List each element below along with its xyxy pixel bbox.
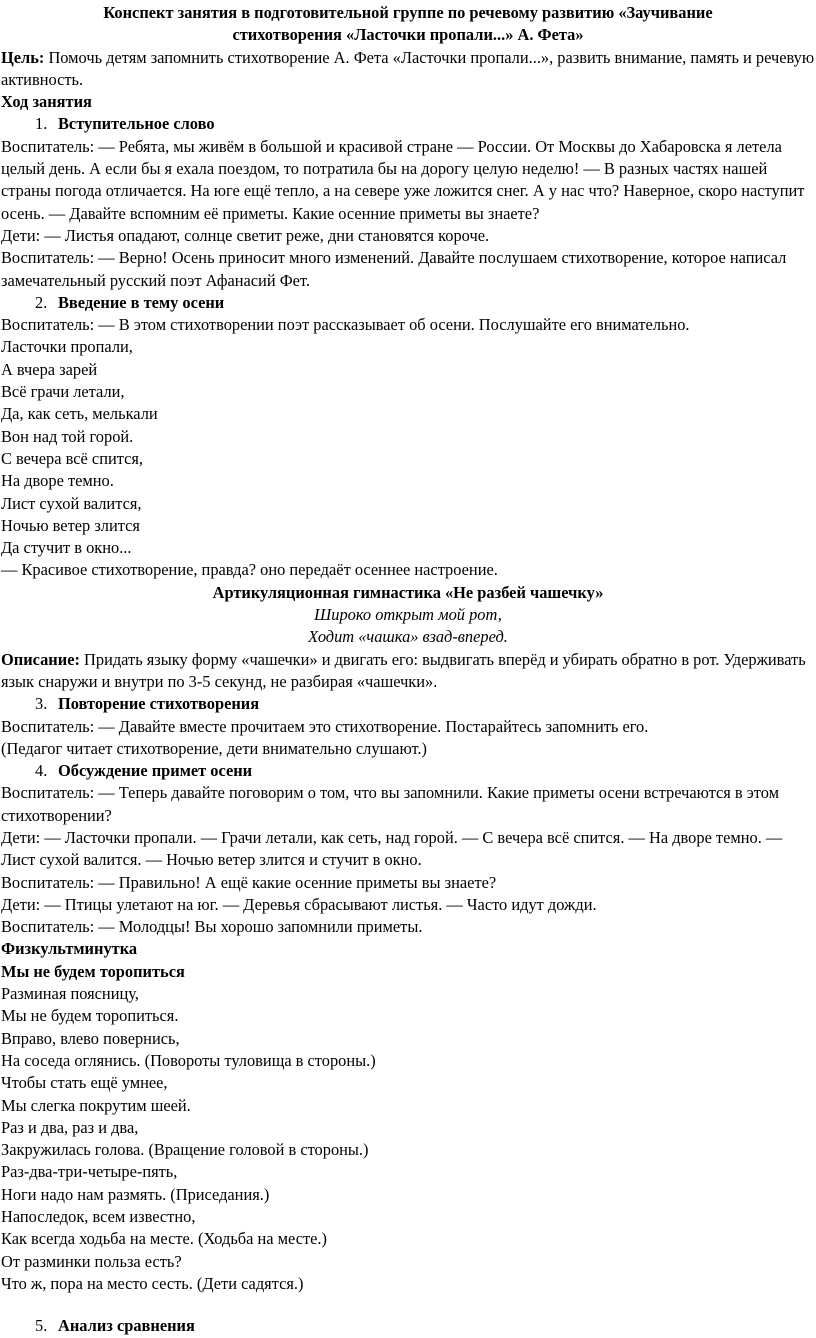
poem-line: Вон над той горой.	[1, 426, 134, 446]
description-label: Описание:	[1, 649, 80, 669]
section-2-title: Введение в тему осени	[58, 292, 225, 312]
document	[0, 2, 815, 1338]
section-1-number: 1.	[35, 114, 48, 134]
poem-line: С вечера всё спится,	[1, 448, 144, 468]
section-3-heading	[1, 693, 815, 715]
exercise-line: Мы слегка покрутим шеей.	[1, 1095, 191, 1115]
articulation-line: Широко открыт мой рот,	[314, 605, 502, 625]
poem-line: На дворе темно.	[1, 471, 114, 491]
exercise-line: Раз и два, раз и два,	[1, 1117, 139, 1137]
exercise-line: Мы не будем торопиться.	[1, 1006, 179, 1026]
section-4-title: Обсуждение примет осени	[58, 761, 253, 781]
poem-line: Ласточки пропали,	[1, 337, 133, 357]
goal-text: Помочь детям запомнить стихотворение А. Фета «Ласточки пропали...», развить внимание, память и речевую активность.	[1, 47, 815, 89]
articulation-line: Ходит «чашка» взад-вперед.	[308, 627, 508, 647]
exercise-line: Вправо, влево повернись,	[1, 1028, 180, 1048]
exercise-line: Разминая поясницу,	[1, 984, 139, 1004]
exercise-line: Как всегда ходьба на месте. (Ходьба на месте.)	[1, 1229, 327, 1249]
section-3-number: 3.	[35, 694, 48, 714]
exercise-line: Напоследок, всем известно,	[1, 1207, 196, 1227]
description-paragraph	[1, 649, 815, 694]
paragraph: Дети: — Птицы улетают на юг. — Деревья сбрасывают листья. — Часто идут дожди.	[1, 894, 597, 914]
poem-line: Всё грачи летали,	[1, 382, 125, 402]
exercise-line: Закружилась голова. (Вращение головой в стороны.)	[1, 1140, 369, 1160]
document-title	[1, 2, 815, 47]
title-line-2: стихотворения «Ласточки пропали...» А. Фета»	[232, 25, 584, 45]
exercise-line: От разминки польза есть?	[1, 1251, 182, 1271]
poem-line: Да, как сеть, мелькали	[1, 404, 158, 424]
section-1-heading	[1, 113, 815, 135]
blank-line	[1, 1295, 815, 1315]
paragraph: Воспитатель: — В этом стихотворении поэт рассказывает об осени. Послушайте его внимательно.	[1, 315, 690, 335]
section-5-number: 5.	[35, 1316, 48, 1336]
goal-paragraph	[1, 47, 815, 92]
poem-line: Ночью ветер злится	[1, 515, 140, 535]
goal-label: Цель:	[1, 47, 45, 67]
paragraph: — Красивое стихотворение, правда? оно передаёт осеннее настроение.	[1, 560, 498, 580]
paragraph: Воспитатель: — Ребята, мы живём в большой и красивой стране — России. От Москвы до Хабаровска я летела целый день. А если бы я ехала поездом, то потратила бы на дорогу целую неделю! — В разных частях нашей страны погода отличается. На юге ещё тепло, а на севере уже ложится снег. А у нас что? Наверное, скоро наступит осень. — Давайте вспомним её приметы. Какие осенние приметы вы знаете?	[1, 136, 805, 223]
paragraph: Воспитатель: — Молодцы! Вы хорошо запомнили приметы.	[1, 917, 423, 937]
poem-line: А вчера зарей	[1, 359, 98, 379]
section-4-heading	[1, 760, 815, 782]
section-5-heading	[1, 1315, 815, 1337]
paragraph: Воспитатель: — Правильно! А ещё какие осенние приметы вы знаете?	[1, 872, 497, 892]
physical-break-subheading: Мы не будем торопиться	[1, 961, 185, 981]
section-4-number: 4.	[35, 761, 48, 781]
exercise-line: Раз-два-три-четыре-пять,	[1, 1162, 178, 1182]
paragraph: Дети: — Ласточки пропали. — Грачи летали, как сеть, над горой. — С вечера всё спится. — На дворе темно. — Лист сухой валится. — Ночью ветер злится и стучит в окно.	[1, 827, 783, 870]
section-2-heading	[1, 292, 815, 314]
paragraph: Воспитатель: — Теперь давайте поговорим о том, что вы запомнили. Какие приметы осени встречаются в этом стихотворении?	[1, 783, 779, 825]
exercise-line: Ноги надо нам размять. (Приседания.)	[1, 1184, 270, 1204]
paragraph: Воспитатель: — Давайте вместе прочитаем это стихотворение. Постарайтесь запомнить его.	[1, 716, 649, 736]
exercise-line: На соседа оглянись. (Повороты туловища в стороны.)	[1, 1050, 376, 1070]
paragraph: (Педагог читает стихотворение, дети внимательно слушают.)	[1, 738, 427, 758]
poem-line: Лист сухой валится,	[1, 493, 142, 513]
articulation-heading: Артикуляционная гимнастика «Не разбей чашечку»	[212, 582, 604, 602]
section-1-title: Вступительное слово	[58, 114, 215, 134]
description-text: Придать языку форму «чашечки» и двигать его: выдвигать вперёд и убирать обратно в рот. Удерживать язык снаружи и внутри по 3-5 секунд, не разбирая «чашечки».	[1, 649, 806, 691]
paragraph: Дети: — Листья опадают, солнце светит реже, дни становятся короче.	[1, 225, 490, 245]
poem-line: Да стучит в окно...	[1, 538, 132, 558]
physical-break-heading: Физкультминутка	[1, 939, 138, 959]
section-3-title: Повторение стихотворения	[58, 694, 260, 714]
section-2-number: 2.	[35, 292, 48, 312]
exercise-line: Чтобы стать ещё умнее,	[1, 1073, 168, 1093]
title-line-1: Конспект занятия в подготовительной группе по речевому развитию «Заучивание	[103, 3, 713, 22]
paragraph: Воспитатель: — Верно! Осень приносит много изменений. Давайте послушаем стихотворение, которое написал замечательный русский поэт Афанасий Фет.	[1, 248, 787, 290]
course-heading: Ход занятия	[1, 92, 92, 112]
exercise-line: Что ж, пора на место сесть. (Дети садятся.)	[1, 1273, 304, 1293]
section-5-title: Анализ сравнения	[58, 1316, 195, 1336]
